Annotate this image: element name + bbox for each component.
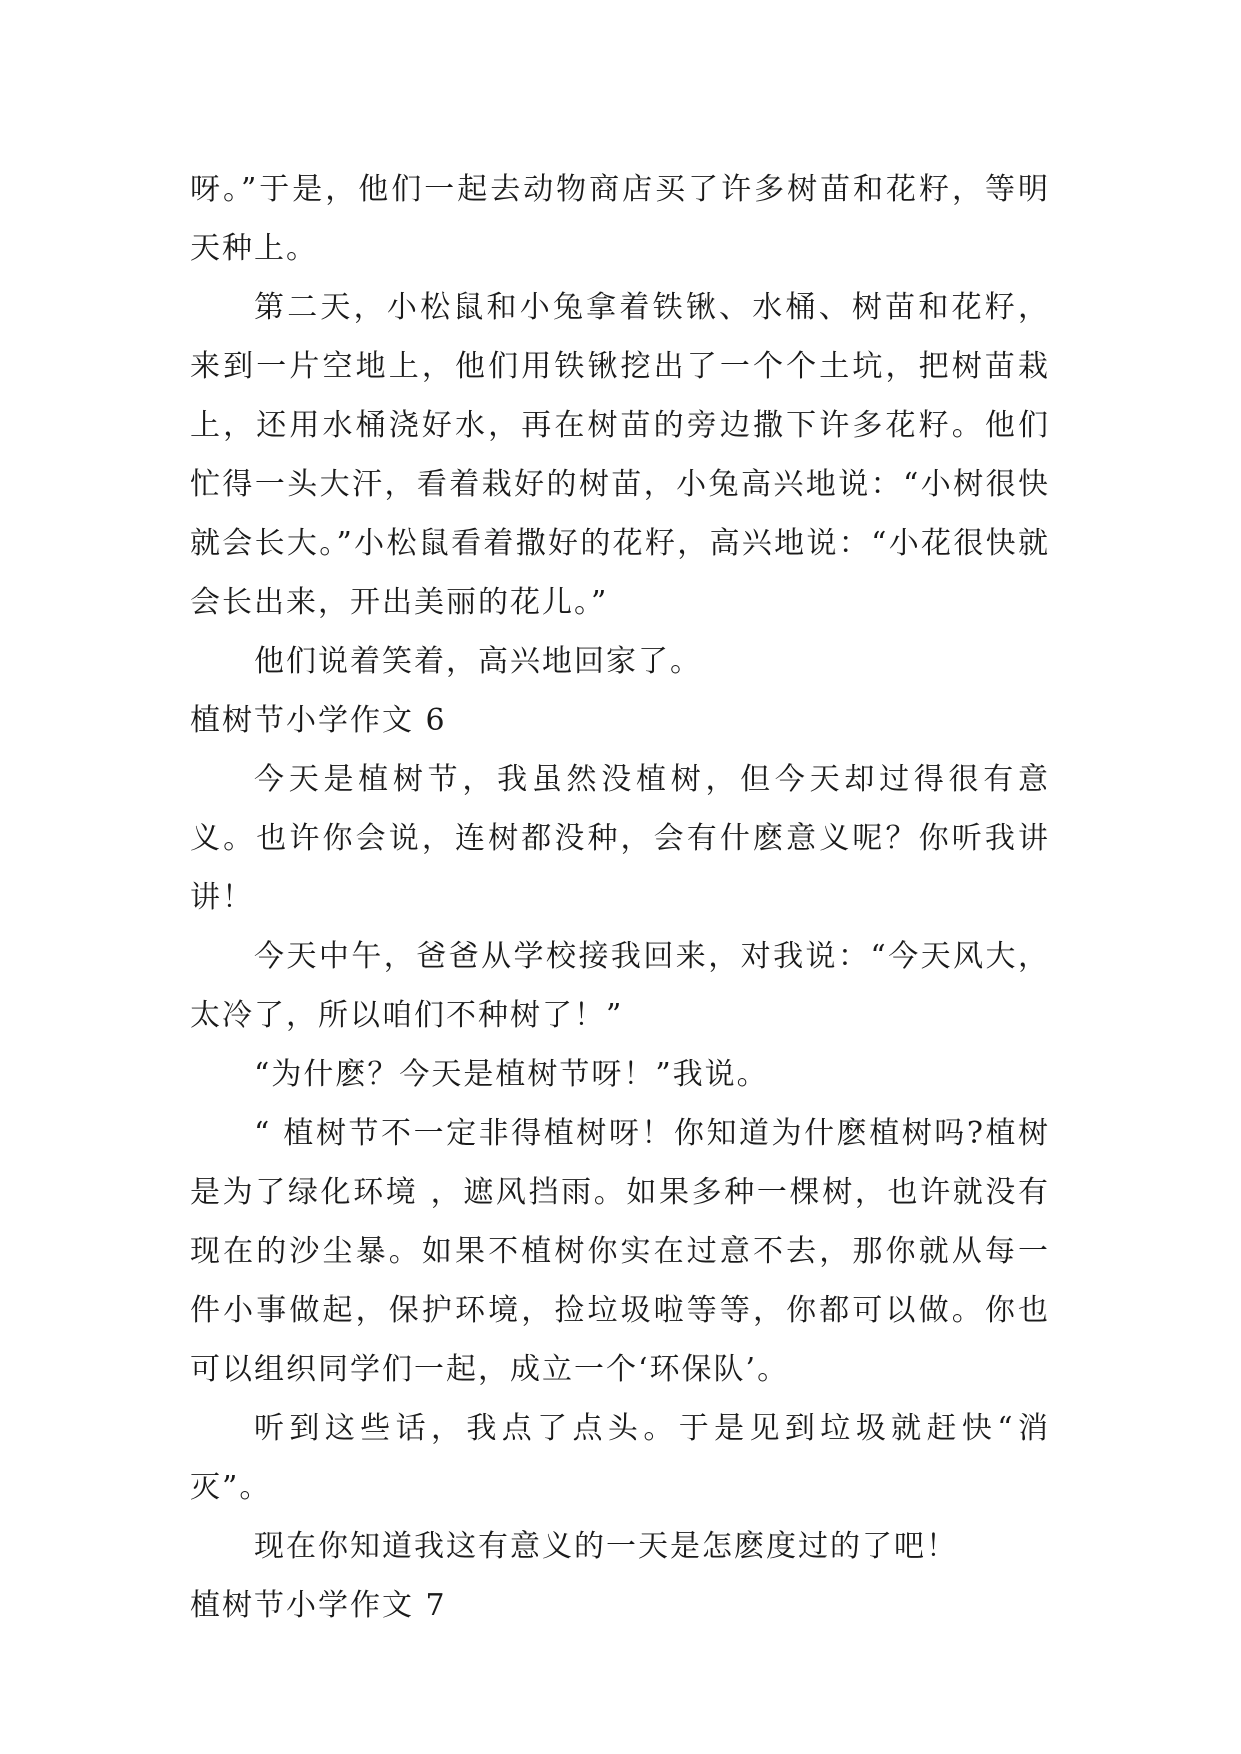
paragraph: 现在你知道我这有意义的一天是怎麽度过的了吧！ — [254, 1529, 958, 1564]
section-heading: 植树节小学作文 6 — [190, 703, 447, 738]
paragraph: 第二天，小松鼠和小兔拿着铁锹、水桶、树苗和花籽，来到一片空地上，他们用铁锹挖出了一个个土坑，把树苗栽上，还用水桶浇好水，再在树苗的旁边撒下许多花籽。他们忙得一头大汗，看着栽好的树苗，小兔高兴地说：“小树很快就会长大。”小松鼠看着撒好的花籽，高兴地说：“小花很快就会长出来，开出美丽的花儿。” — [190, 290, 1050, 620]
paragraph: 听到这些话，我点了点头。于是见到垃圾就赶快“消灭”。 — [190, 1411, 1050, 1505]
document-body — [190, 160, 1050, 1635]
paragraph: 他们说着笑着，高兴地回家了。 — [254, 644, 702, 679]
paragraph: 今天是植树节，我虽然没植树，但今天却过得很有意义。也许你会说，连树都没种，会有什麽意义呢？你听我讲讲！ — [190, 762, 1050, 915]
paragraph: 今天中午，爸爸从学校接我回来，对我说：“今天风大，太冷了，所以咱们不种树了！” — [190, 939, 1050, 1033]
paragraph: 呀。”于是，他们一起去动物商店买了许多树苗和花籽，等明天种上。 — [190, 172, 1050, 266]
section-heading: 植树节小学作文 7 — [190, 1588, 447, 1623]
paragraph: “为什麽？今天是植树节呀！”我说。 — [254, 1057, 769, 1092]
paragraph: “ 植树节不一定非得植树呀！你知道为什麽植树吗?植树是为了绿化环境 ，遮风挡雨。如果多种一棵树，也许就没有现在的沙尘暴。如果不植树你实在过意不去，那你就从每一件小事做起，保护环境，捡垃圾啦等等，你都可以做。你也可以组织同学们一起，成立一个‘环保队’。 — [190, 1116, 1050, 1387]
